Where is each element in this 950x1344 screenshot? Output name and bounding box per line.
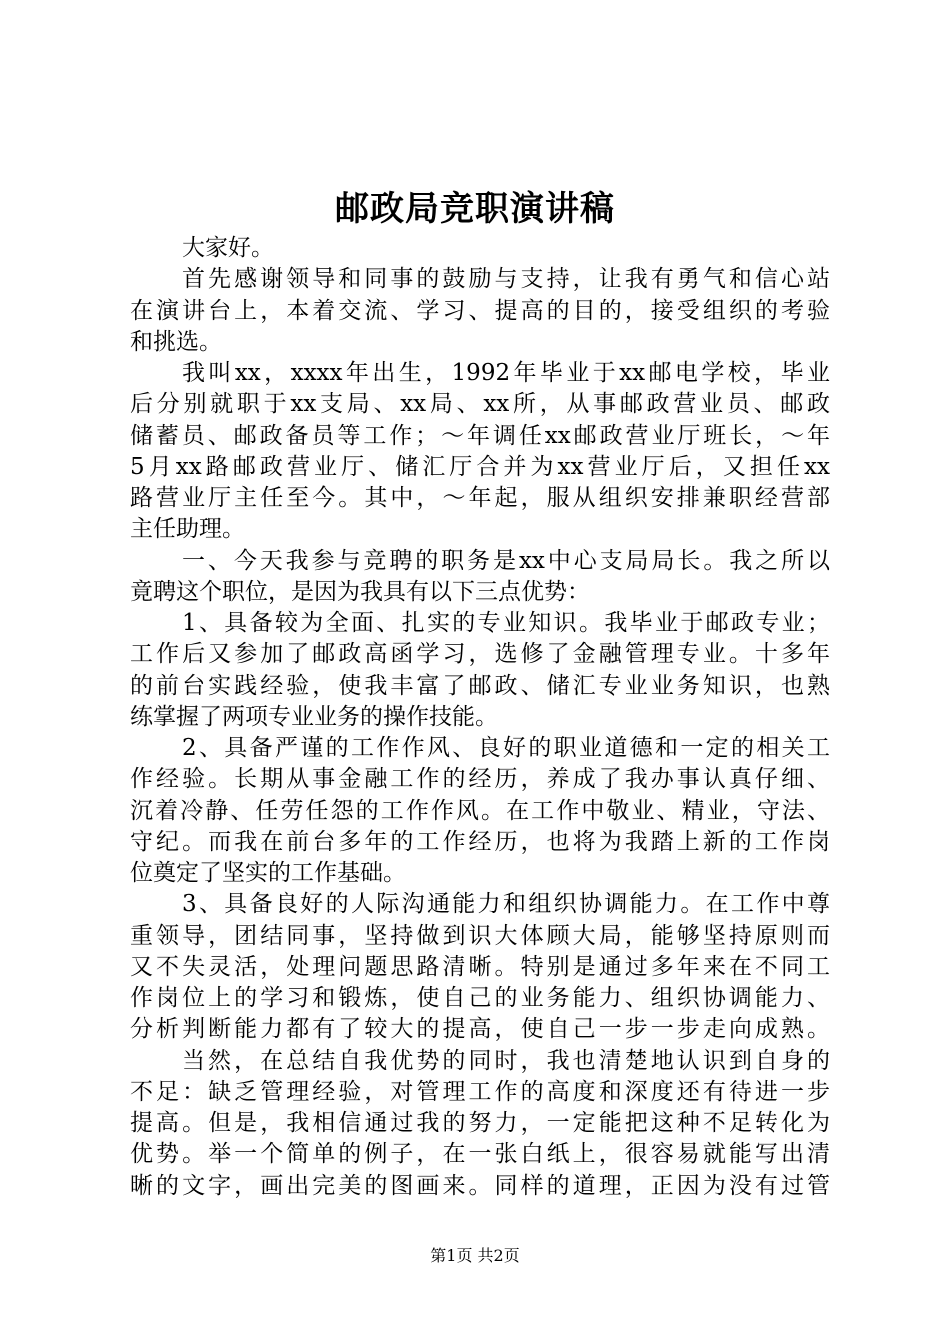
paragraph-line: 大家好。: [182, 235, 274, 261]
paragraph-line: 作岗位上的学习和锻炼，使自己的业务能力、组织协调能力、: [130, 985, 830, 1011]
document-body: [130, 233, 830, 1202]
page-footer: 第1页 共2页: [430, 1246, 520, 1265]
paragraph-line: 在演讲台上，本着交流、学习、提高的目的，接受组织的考验: [130, 297, 830, 324]
paragraph-line: 重领导，团结同事，坚持做到识大体顾大局，能够坚持原则而: [130, 922, 830, 949]
document-title: 邮政局竞职演讲稿: [335, 189, 615, 229]
paragraph-line: 守纪。而我在前台多年的工作经历，也将为我踏上新的工作岗: [130, 828, 830, 855]
paragraph-line: 路营业厅主任至今。其中，～年起，服从组织安排兼职经营部: [130, 485, 830, 511]
paragraph-line: 又不失灵活，处理问题思路清晰。特别是通过多年来在不同工: [130, 953, 830, 980]
paragraph-line: 2、具备严谨的工作作风、良好的职业道德和一定的相关工: [182, 735, 830, 761]
paragraph-line: 晰的文字，画出完美的图画来。同样的道理，正因为没有过管: [130, 1172, 830, 1199]
paragraph-line: 3、具备良好的人际沟通能力和组织协调能力。在工作中尊: [182, 891, 830, 918]
paragraph-line: 当然，在总结自我优势的同时，我也清楚地认识到自身的: [182, 1047, 830, 1074]
paragraph-line: 提高。但是，我相信通过我的努力，一定能把这种不足转化为: [130, 1110, 830, 1136]
paragraph-line: 工作后又参加了邮政高函学习，选修了金融管理专业。十多年: [130, 641, 830, 668]
paragraph-line: 分析判断能力都有了较大的提高，使自己一步一步走向成熟。: [130, 1016, 830, 1043]
paragraph-line: 主任助理。: [130, 516, 245, 543]
paragraph-line: 的前台实践经验，使我丰富了邮政、储汇专业业务知识，也熟: [130, 672, 830, 699]
paragraph-line: 位奠定了坚实的工作基础。: [130, 860, 406, 886]
paragraph-line: 首先感谢领导和同事的鼓励与支持，让我有勇气和信心站: [182, 266, 830, 293]
paragraph-line: 和挑选。: [130, 328, 222, 355]
paragraph-line: 练掌握了两项专业业务的操作技能。: [130, 703, 498, 730]
paragraph-line: 储蓄员、邮政备员等工作；～年调任xx邮政营业厅班长，～年: [130, 422, 830, 449]
paragraph-line: 我叫xx，xxxx年出生，1992年毕业于xx邮电学校，毕业: [182, 360, 830, 386]
paragraph-line: 沉着冷静、任劳任怨的工作作风。在工作中敬业、精业，守法、: [130, 797, 830, 824]
paragraph-line: 1、具备较为全面、扎实的专业知识。我毕业于邮政专业；: [182, 610, 830, 636]
paragraph-line: 5月xx路邮政营业厅、储汇厅合并为xx营业厅后，又担任xx: [130, 453, 830, 480]
paragraph-line: 竟聘这个职位，是因为我具有以下三点优势：: [130, 578, 590, 605]
paragraph-line: 不足：缺乏管理经验，对管理工作的高度和深度还有待进一步: [130, 1078, 830, 1105]
paragraph-line: 后分别就职于xx支局、xx局、xx所，从事邮政营业员、邮政: [130, 391, 830, 418]
paragraph-line: 一、今天我参与竞聘的职务是xx中心支局局长。我之所以: [182, 547, 830, 574]
paragraph-line: 作经验。长期从事金融工作的经历，养成了我办事认真仔细、: [130, 766, 830, 793]
paragraph-line: 优势。举一个简单的例子，在一张白纸上，很容易就能写出清: [130, 1141, 830, 1168]
